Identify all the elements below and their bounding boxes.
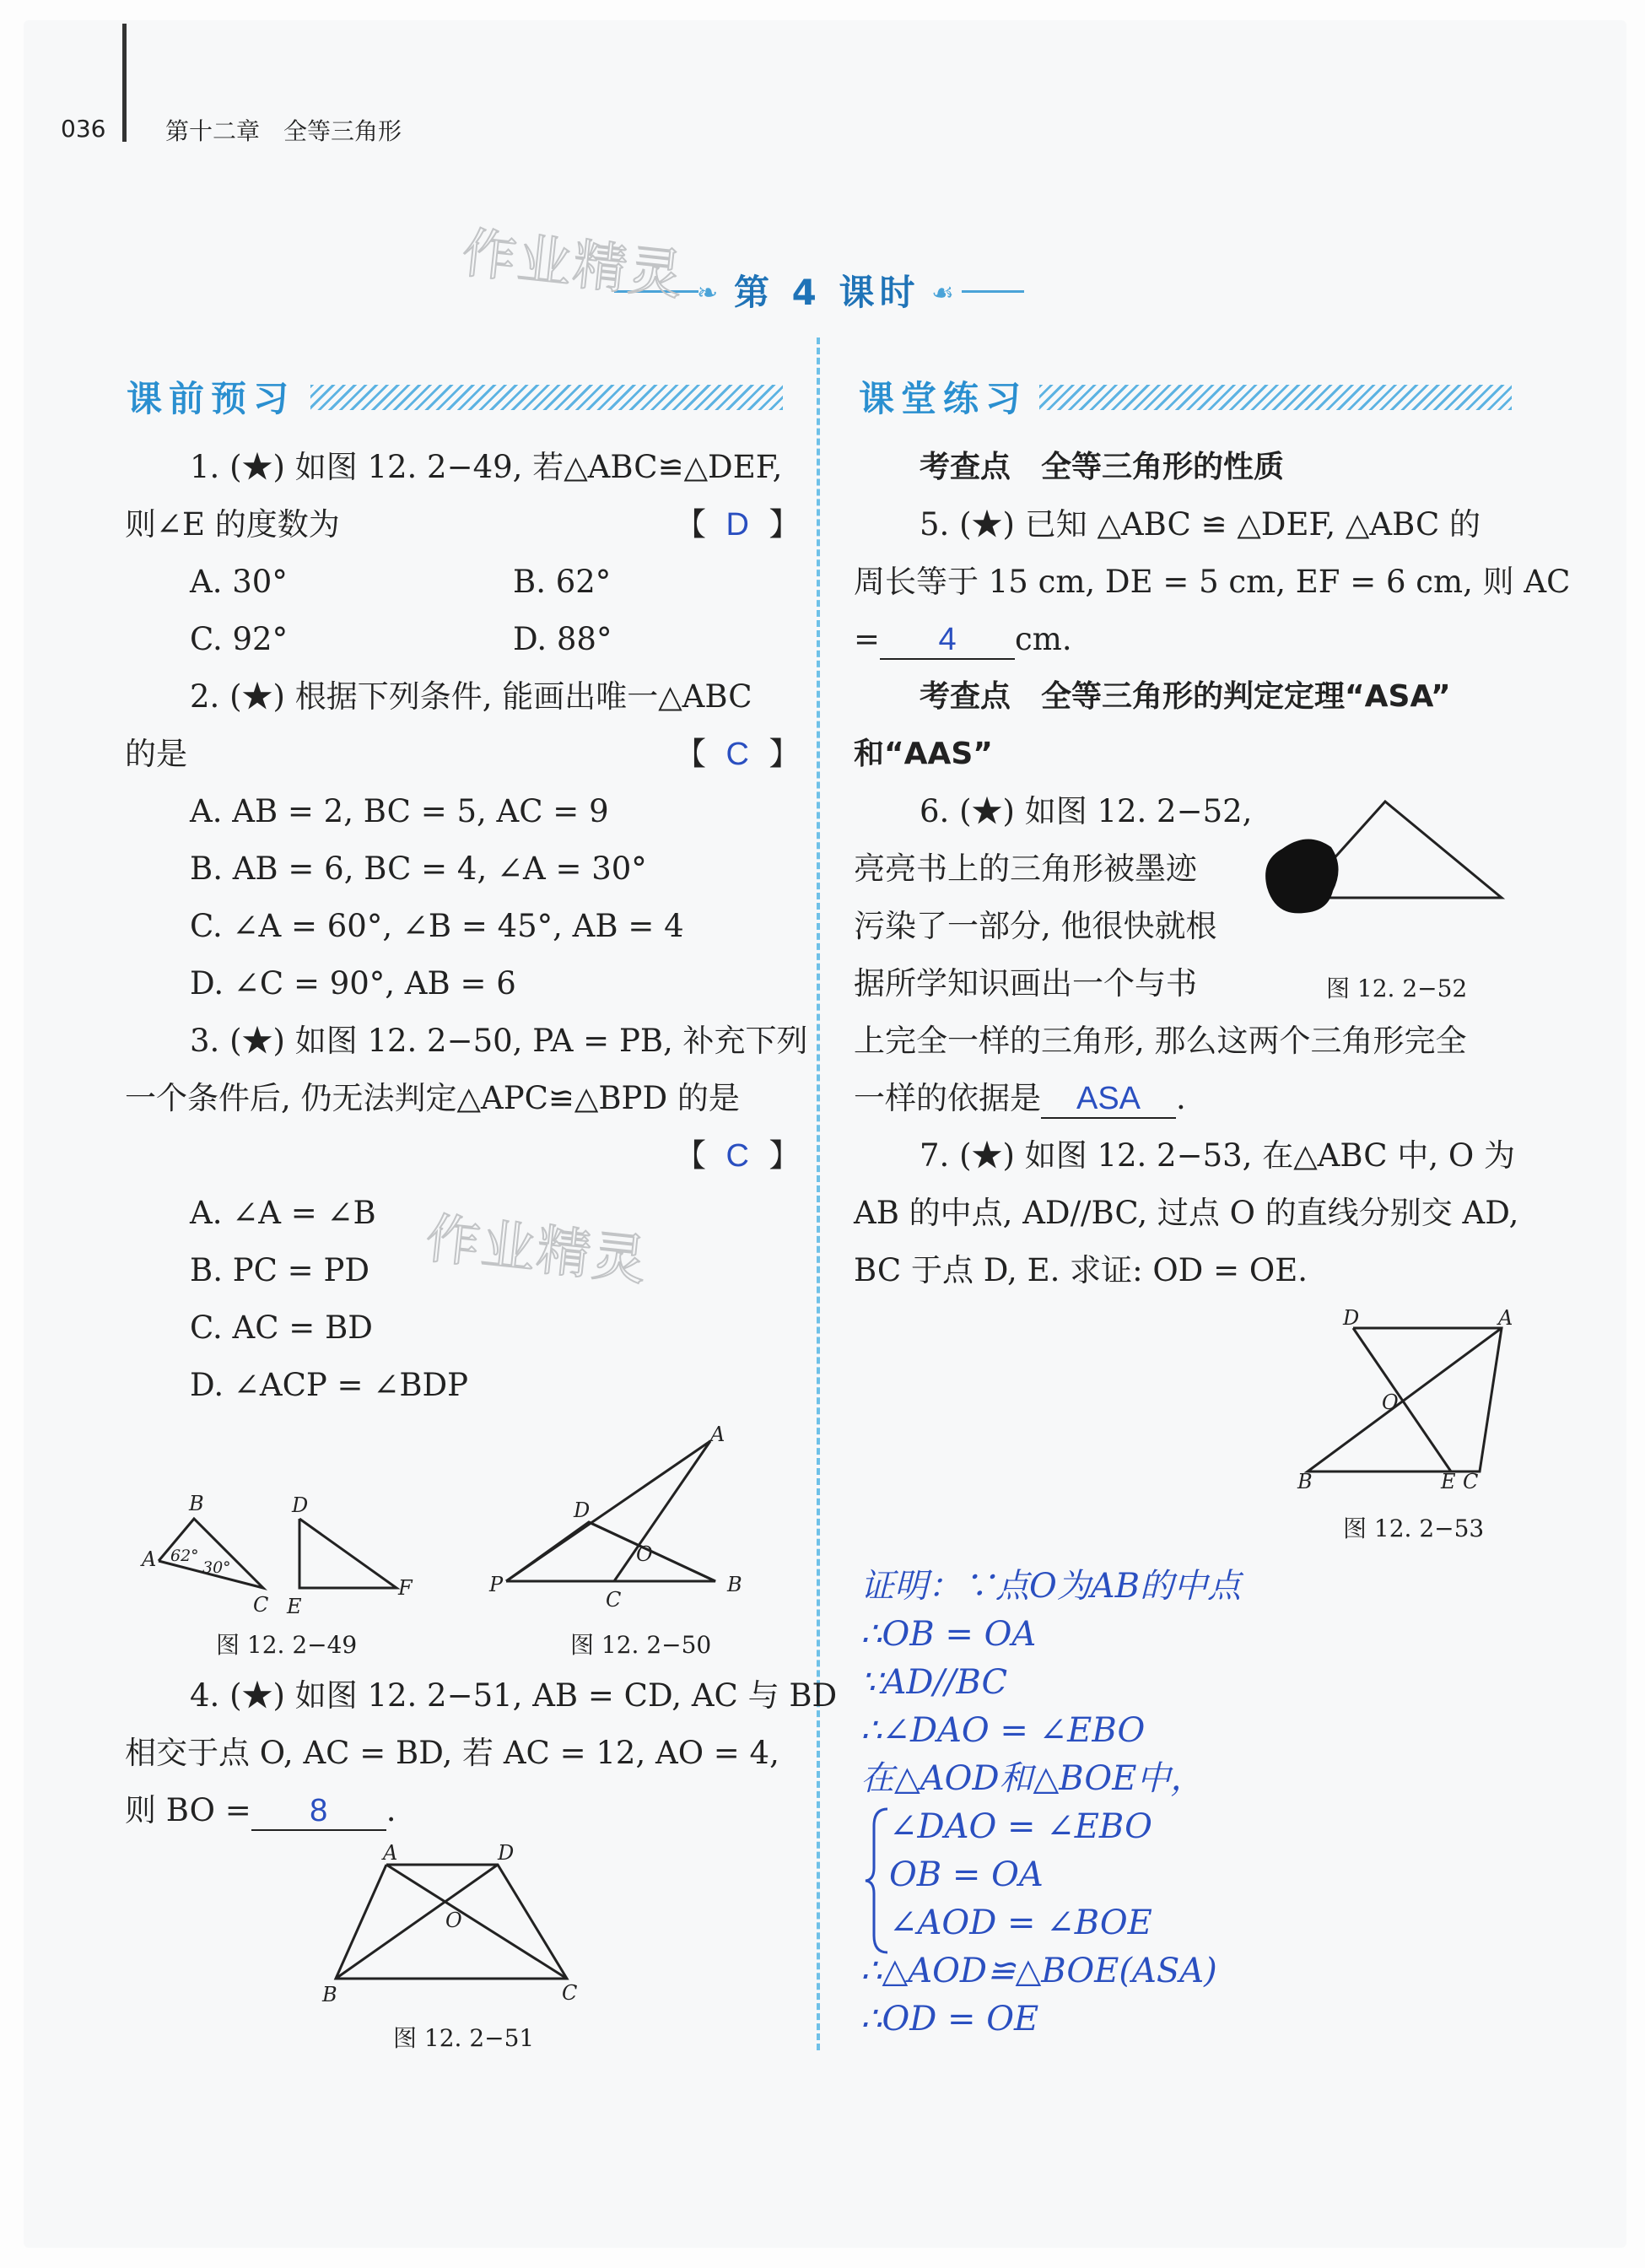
fig50-label-o: O bbox=[636, 1542, 653, 1566]
q6-answer-blank bbox=[1041, 1083, 1176, 1119]
fig49-angle-30: 30° bbox=[202, 1558, 231, 1577]
q2-line1: 2. (★) 根据下列条件, 能画出唯一△ABC bbox=[190, 678, 752, 715]
q2-option-d: D. ∠C = 90°, AB = 6 bbox=[190, 965, 516, 1002]
fig49-label-a: A bbox=[142, 1547, 157, 1571]
proof-line-1: 证明：∵点O为AB的中点 bbox=[860, 1567, 1242, 1606]
proof-brace bbox=[862, 1806, 893, 1956]
proof-line-6: ∠DAO = ∠EBO bbox=[889, 1807, 1152, 1846]
fig53-caption: 图 12. 2−53 bbox=[1343, 1515, 1485, 1542]
proof-line-3: ∵AD//BC bbox=[860, 1663, 1008, 1702]
q5-answer: 4 bbox=[938, 622, 957, 657]
column-divider bbox=[817, 338, 820, 2050]
q2-option-c: C. ∠A = 60°, ∠B = 45°, AB = 4 bbox=[190, 908, 684, 944]
fig53-label-c: C bbox=[1463, 1470, 1479, 1492]
figure-12-2-52 bbox=[1257, 793, 1510, 953]
proof-line-7: OB = OA bbox=[889, 1855, 1044, 1894]
fig50-label-c: C bbox=[606, 1588, 622, 1612]
q3-line1: 3. (★) 如图 12. 2−50, PA = PB, 补充下列 bbox=[190, 1023, 808, 1059]
fig50-label-a: A bbox=[710, 1426, 725, 1446]
fig51-label-a: A bbox=[383, 1841, 398, 1865]
proof-line-5: 在△AOD和△BOE中， bbox=[860, 1759, 1205, 1798]
fig49-label-c: C bbox=[253, 1593, 269, 1617]
fig50-label-d: D bbox=[574, 1498, 591, 1522]
q1-option-d: D. 88° bbox=[513, 621, 612, 657]
knowledge-point-2: 考查点 全等三角形的判定定理“ASA” bbox=[920, 679, 1451, 714]
fig53-label-e: E bbox=[1441, 1470, 1456, 1492]
fig53-label-d: D bbox=[1343, 1306, 1360, 1330]
proof-line-4: ∴∠DAO = ∠EBO bbox=[860, 1711, 1146, 1750]
q7-line3: BC 于点 D, E. 求证: OD = OE. bbox=[854, 1252, 1308, 1288]
fig50-label-b: B bbox=[727, 1573, 742, 1596]
watermark: 作业精灵 bbox=[423, 1207, 651, 1293]
figure-12-2-53 bbox=[1291, 1306, 1527, 1492]
fig49-label-d: D bbox=[292, 1493, 309, 1517]
fig51-label-d: D bbox=[498, 1841, 515, 1865]
q6-answer: ASA bbox=[1076, 1081, 1141, 1116]
section-title-practice: 课堂练习 bbox=[859, 378, 1028, 419]
q2-line2: 的是 bbox=[125, 736, 187, 772]
q1-line2: 则∠E 的度数为 bbox=[125, 506, 340, 543]
fig50-label-p: P bbox=[489, 1573, 504, 1596]
q3-option-d: D. ∠ACP = ∠BDP bbox=[190, 1367, 469, 1403]
proof-line-8: ∠AOD = ∠BOE bbox=[889, 1904, 1152, 1942]
q1-option-a: A. 30° bbox=[190, 564, 288, 600]
q2-option-a: A. AB = 2, BC = 5, AC = 9 bbox=[190, 793, 609, 829]
q4-line3-prefix: 则 BO = bbox=[125, 1792, 251, 1828]
fig53-label-a: A bbox=[1498, 1306, 1513, 1330]
q4-answer-blank bbox=[251, 1793, 386, 1831]
section-title-preview: 课前预习 bbox=[127, 378, 296, 419]
q2-answer-bracket: 【 C 】 bbox=[675, 736, 801, 772]
title-ornament-right bbox=[962, 290, 1024, 293]
fig53-label-b: B bbox=[1297, 1470, 1313, 1492]
q4-answer: 8 bbox=[310, 1793, 328, 1828]
fig51-label-b: B bbox=[322, 1983, 337, 2006]
proof-line-10: ∴OD = OE bbox=[860, 2000, 1039, 2038]
fig50-caption: 图 12. 2−50 bbox=[570, 1631, 712, 1659]
fig51-label-o: O bbox=[445, 1909, 462, 1932]
q1-answer: D bbox=[725, 507, 749, 543]
q6-line6-prefix: 一样的依据是 bbox=[854, 1080, 1041, 1116]
q3-answer: C bbox=[725, 1138, 749, 1174]
title-ornament-icon: ☙ bbox=[931, 278, 954, 308]
proof-line-9: ∴△AOD≌△BOE(ASA) bbox=[860, 1952, 1217, 1990]
q1-answer-bracket: 【 D 】 bbox=[675, 506, 801, 543]
q7-line2: AB 的中点, AD//BC, 过点 O 的直线分别交 AD, bbox=[854, 1195, 1519, 1231]
knowledge-point-2-cont: 和“AAS” bbox=[854, 737, 993, 771]
page-number: 036 bbox=[61, 115, 106, 143]
q5-line2: 周长等于 15 cm, DE = 5 cm, EF = 6 cm, 则 AC bbox=[854, 564, 1571, 600]
q5-line3-prefix: = bbox=[854, 621, 881, 657]
ink-blot bbox=[1265, 839, 1338, 913]
q3-line2: 一个条件后, 仍无法判定△APC≌△BPD 的是 bbox=[125, 1080, 740, 1116]
fig49-label-b: B bbox=[189, 1492, 204, 1515]
chapter-title: 第十二章 全等三角形 bbox=[165, 117, 402, 145]
fig53-label-o: O bbox=[1382, 1390, 1399, 1414]
fig51-caption: 图 12. 2−51 bbox=[393, 2024, 535, 2052]
fig52-caption: 图 12. 2−52 bbox=[1326, 975, 1468, 1002]
q5-line3 bbox=[854, 611, 1072, 668]
q3-option-c: C. AC = BD bbox=[190, 1310, 373, 1346]
fig49-caption: 图 12. 2−49 bbox=[216, 1631, 358, 1659]
q2-answer: C bbox=[725, 737, 749, 772]
fig51-label-c: C bbox=[562, 1981, 578, 2005]
q6-line5: 上完全一样的三角形, 那么这两个三角形完全 bbox=[854, 1023, 1467, 1059]
q6-line6 bbox=[854, 1070, 1186, 1127]
q1-line1: 1. (★) 如图 12. 2−49, 若△ABC≌△DEF, bbox=[190, 449, 783, 485]
section-hatch bbox=[1039, 385, 1512, 410]
figure-12-2-50 bbox=[481, 1426, 768, 1620]
q5-line1: 5. (★) 已知 △ABC ≌ △DEF, △ABC 的 bbox=[920, 506, 1481, 543]
fig49-label-e: E bbox=[287, 1595, 302, 1618]
q5-line3-suffix: cm. bbox=[1015, 621, 1072, 657]
q6-line6-suffix: . bbox=[1176, 1080, 1186, 1116]
q3-option-b: B. PC = PD bbox=[190, 1252, 370, 1288]
q3-answer-bracket: 【 C 】 bbox=[675, 1137, 801, 1174]
q1-option-b: B. 62° bbox=[513, 564, 612, 600]
section-hatch bbox=[310, 385, 783, 410]
q4-line1: 4. (★) 如图 12. 2−51, AB = CD, AC 与 BD bbox=[190, 1677, 838, 1714]
q6-line1: 6. (★) 如图 12. 2−52, bbox=[920, 793, 1253, 829]
lesson-title: 第 4 课时 bbox=[734, 272, 920, 313]
q1-option-c: C. 92° bbox=[190, 621, 289, 657]
q4-line3-suffix: . bbox=[386, 1792, 396, 1828]
q4-line3 bbox=[125, 1782, 396, 1839]
q6-line2: 亮亮书上的三角形被墨迹 bbox=[854, 850, 1197, 887]
figure-12-2-51 bbox=[321, 1839, 607, 2008]
q6-line3: 污染了一部分, 他很快就根 bbox=[854, 908, 1217, 944]
q4-line2: 相交于点 O, AC = BD, 若 AC = 12, AO = 4, bbox=[125, 1735, 779, 1771]
q6-line4: 据所学知识画出一个与书 bbox=[854, 965, 1197, 1002]
q7-line1: 7. (★) 如图 12. 2−53, 在△ABC 中, O 为 bbox=[920, 1137, 1515, 1174]
q3-option-a: A. ∠A = ∠B bbox=[190, 1195, 376, 1231]
header-divider bbox=[122, 24, 127, 142]
title-ornament-icon: ❧ bbox=[697, 278, 719, 308]
knowledge-point-1: 考查点 全等三角形的性质 bbox=[920, 450, 1285, 484]
q2-option-b: B. AB = 6, BC = 4, ∠A = 30° bbox=[190, 850, 647, 887]
watermark: 作业精灵 bbox=[459, 222, 688, 308]
fig49-label-f: F bbox=[398, 1576, 413, 1600]
fig49-angle-62: 62° bbox=[170, 1547, 199, 1565]
proof-line-2: ∴OB = OA bbox=[860, 1615, 1037, 1654]
figure-12-2-49 bbox=[127, 1468, 430, 1620]
q5-answer-blank bbox=[880, 624, 1015, 660]
